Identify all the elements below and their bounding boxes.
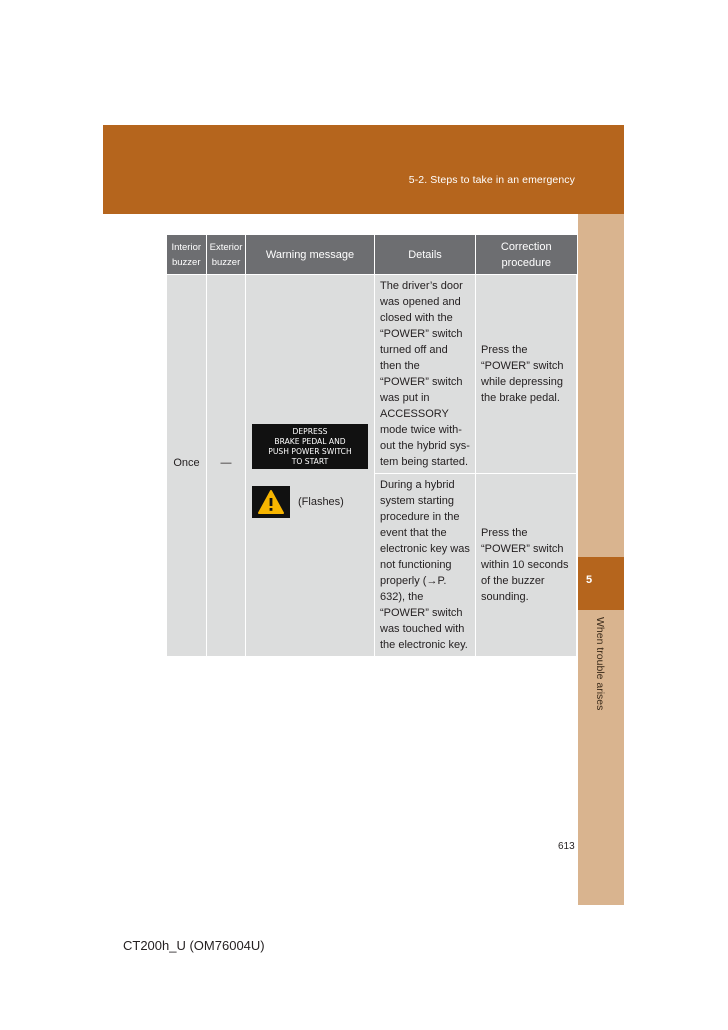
lcd-line-4: TO START — [291, 457, 329, 466]
header-warning-message: Warning message — [246, 235, 375, 275]
warning-light-box — [252, 486, 290, 518]
manual-code-footer: CT200h_U (OM76004U) — [123, 938, 265, 953]
warning-triangle-icon — [252, 486, 290, 518]
correction-cell-2: Press the “POWER” switch within 10 seconds of the buzzer sounding. — [476, 474, 577, 657]
header-exterior-buzzer: Exterior buzzer — [207, 235, 246, 275]
exterior-buzzer-value: — — [220, 457, 232, 469]
chapter-title: When trouble arises — [594, 617, 606, 711]
chapter-number: 5 — [586, 574, 593, 586]
section-title: 5-2. Steps to take in an emergency — [408, 174, 575, 186]
details-cell-2: During a hybrid system starting procedure in the event that the electronic key was not functioning properly (→P. 632), the “POWER” switch was touched with the electronic key. — [375, 474, 476, 657]
details-cell-1: The driver’s door was opened and closed with the “POWER” switch turned off and then the “POWER” switch was put in ACCESSORY mode twice with-out the hybrid sys-tem being started. — [375, 275, 476, 474]
header-correction-procedure: Correction procedure — [476, 235, 577, 275]
interior-buzzer-cell — [167, 275, 207, 657]
chapter-number-box — [578, 557, 624, 610]
header-details: Details — [375, 235, 476, 275]
section-header-band — [103, 125, 624, 214]
flashes-label: (Flashes) — [298, 496, 344, 508]
interior-buzzer-value: Once — [173, 457, 200, 469]
warning-table — [166, 235, 577, 657]
exterior-buzzer-cell — [207, 275, 246, 657]
lcd-message-display — [252, 424, 368, 469]
lcd-line-2: BRAKE PEDAL AND — [274, 437, 346, 446]
lcd-line-3: PUSH POWER SWITCH — [268, 447, 352, 456]
warning-message-cell — [246, 275, 375, 657]
lcd-line-1: DEPRESS — [292, 427, 328, 436]
correction-cell-1: Press the “POWER” switch while depressing the brake pedal. — [476, 275, 577, 474]
page-number: 613 — [558, 841, 575, 852]
header-interior-buzzer: Interior buzzer — [167, 235, 207, 275]
